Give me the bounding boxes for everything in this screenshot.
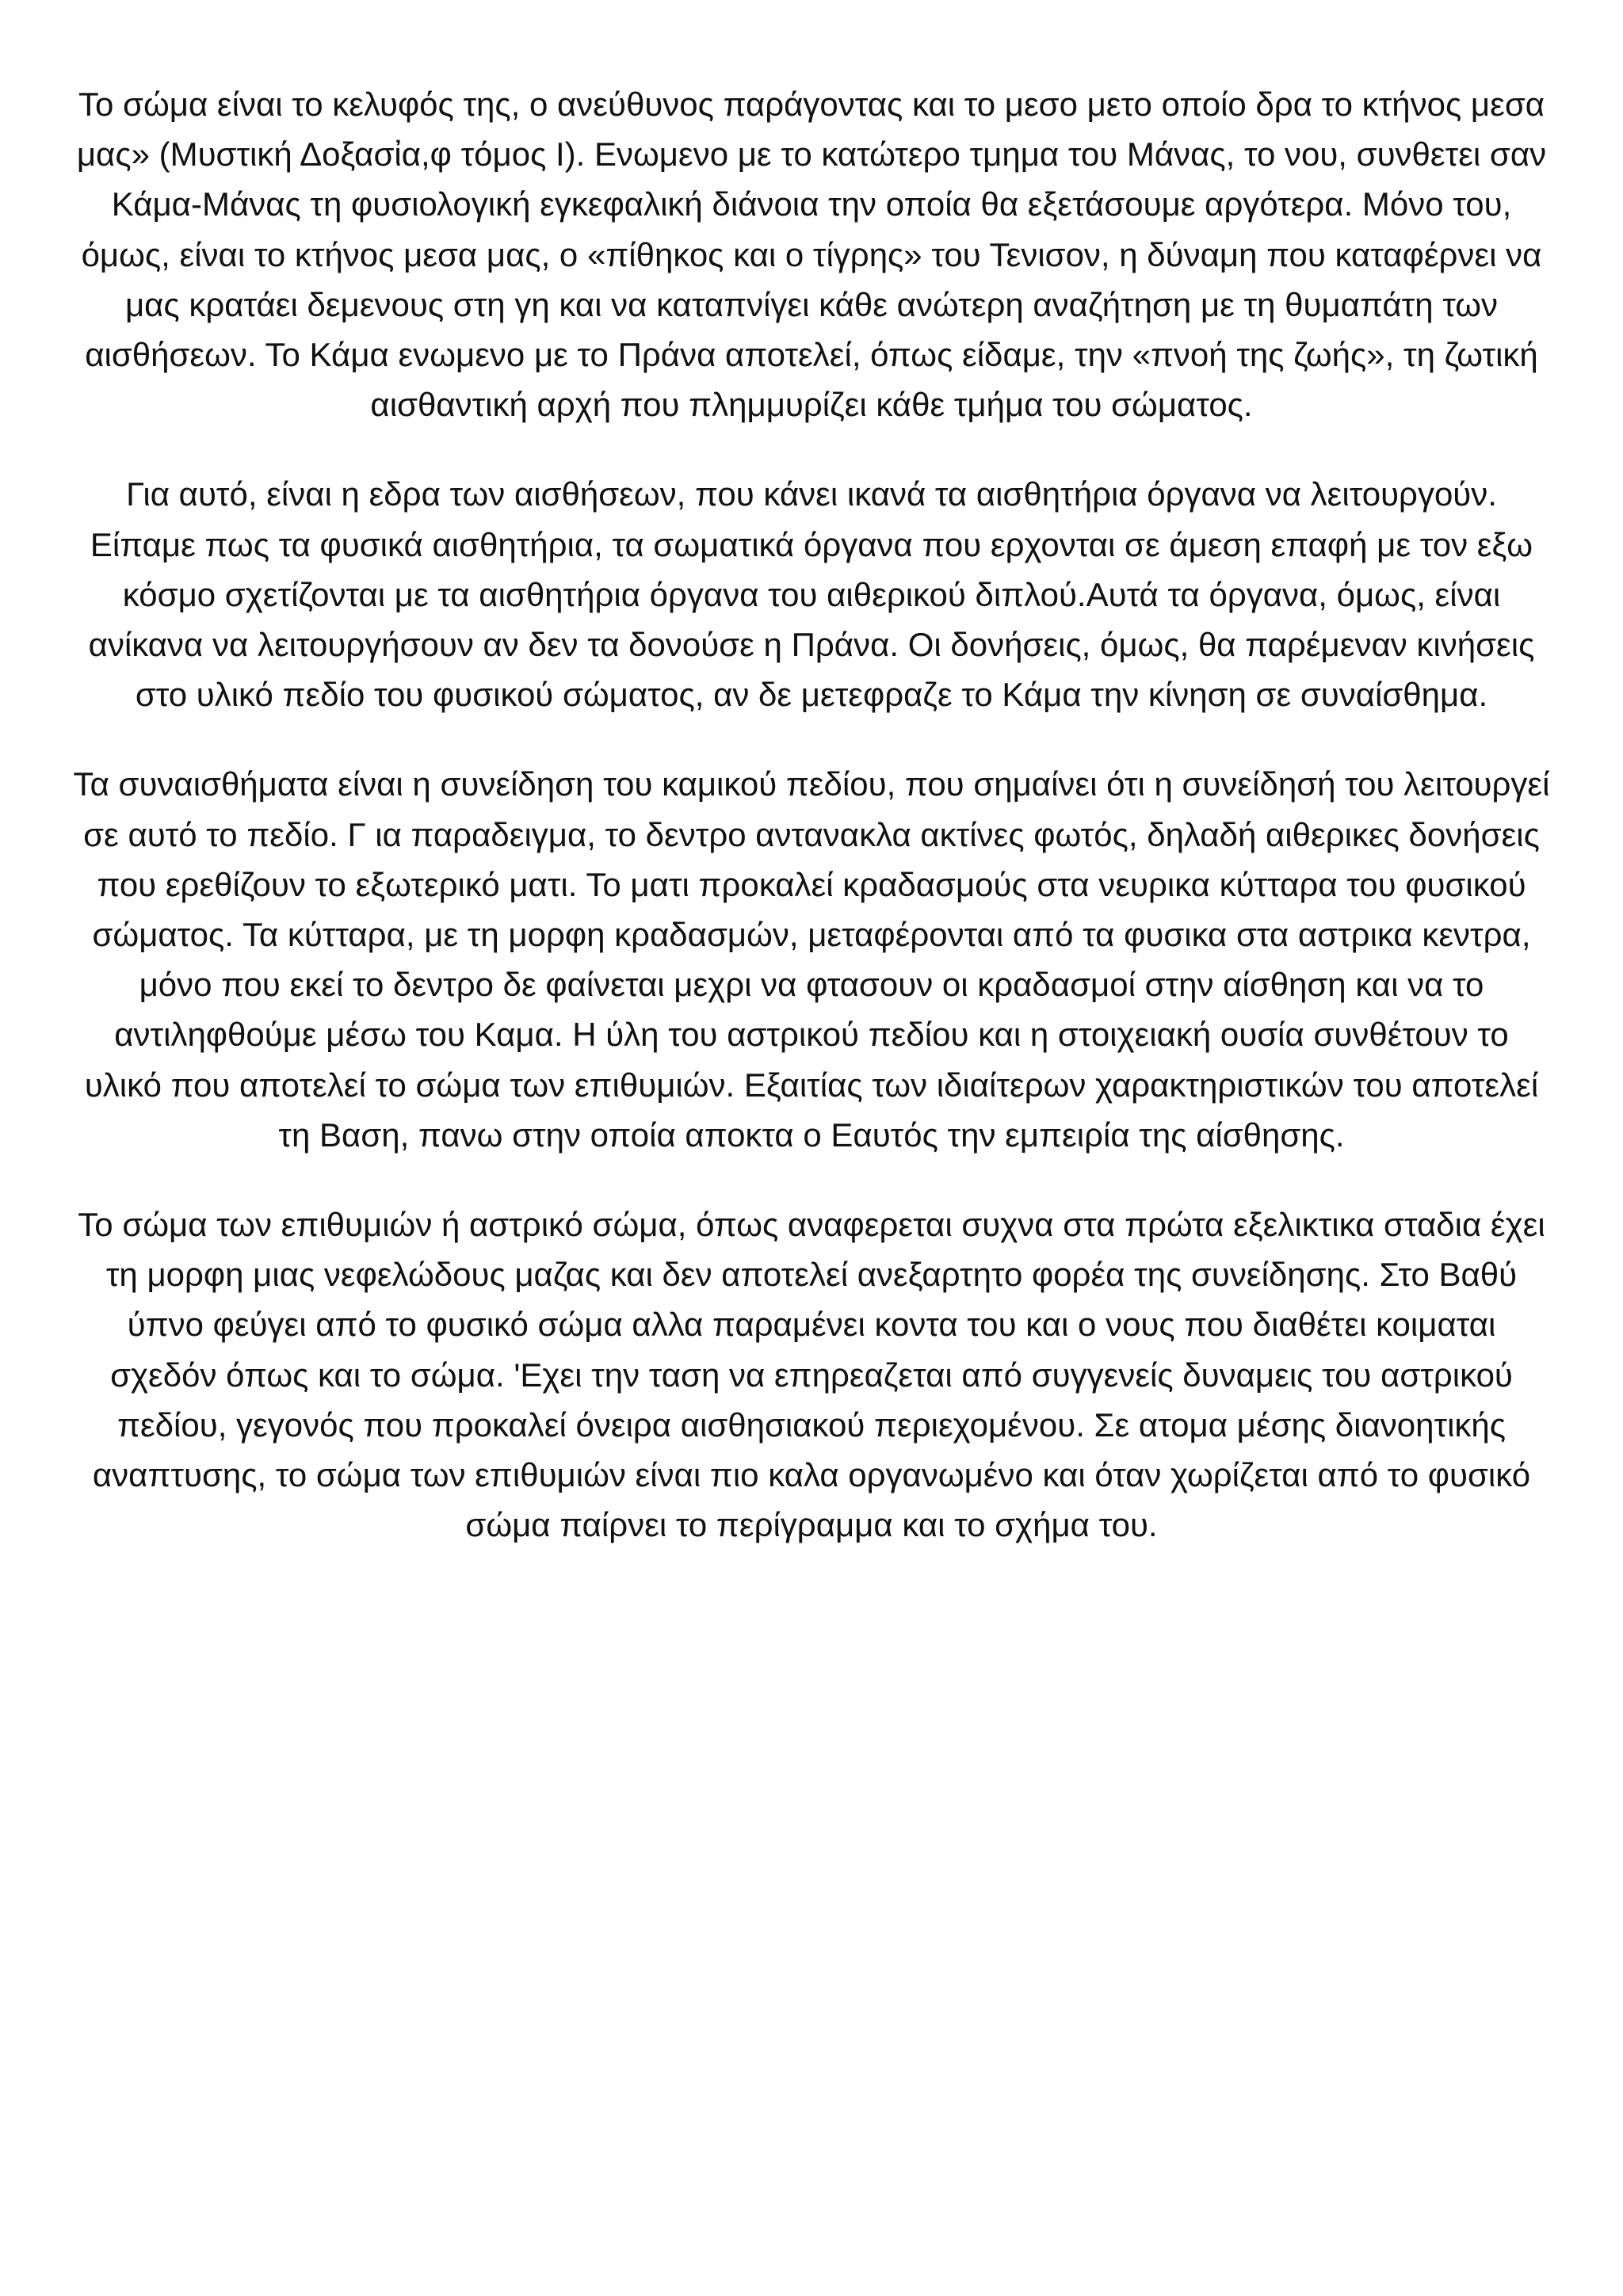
- document-body: [71, 79, 1552, 1589]
- paragraph-1: Το σώμα είναι το κελυφός της, ο ανεύθυνος παράγοντας και το μεσο μετο οποίο δρα το κτήνος μεσα μας» (Μυστική Δοξασἰα,φ τόμος Ι). Ενωμενο με το κατώτερο τμημα του Μάνας, το νου, συνθετει σαν Κάμα-Μάνας τη φυσιολογική εγκεφαλική διάνοια την οποία θα εξετάσουμε αργότερα. Μόνο του, όμως, είναι το κτήνος μεσα μας, ο «πίθηκος και ο τίγρης» του Τενισον, η δύναμη που καταφέρνει να μας κρατάει δεμενους στη γη και να καταπνίγει κάθε ανώτερη αναζήτηση με τη θυμαπάτη των αισθήσεων. Το Κάμα ενωμενο με το Πράνα αποτελεί, όπως είδαμε, την «πνοή της ζωής», τη ζωτική αισθαντική αρχή που πλημμυρίζει κάθε τμήμα του σώματος.: [76, 86, 1547, 424]
- paragraph-2: Για αυτό, είναι η εδρα των αισθήσεων, που κάνει ικανά τα αισθητήρια όργανα να λειτουργούν. Είπαμε πως τα φυσικά αισθητήρια, τα σωματικά όργανα που ερχονται σε άμεση επαφή με τον εξω κόσμο σχετίζονται με τα αισθητήρια όργανα του αιθερικού διπλού.Αυτά τα όργανα, όμως, είναι ανίκανα να λειτουργήσουν αν δεν τα δονούσε η Πράνα. Οι δονήσεις, όμως, θα παρέμεναν κινήσεις στο υλικό πεδίο του φυσικού σώματος, αν δε μετεφραζε το Κάμα την κίνηση σε συναίσθημα.: [88, 475, 1535, 714]
- paragraph-4: Το σώμα των επιθυμιών ή αστρικό σώμα, όπως αναφερεται συχνα στα πρώτα εξελικτικα σταδια έχει τη μορφη μιας νεφελώδους μαζας και δεν αποτελεί ανεξαρτητο φορέα της συνείδησης. Στο Βαθύ ύπνο φεύγει από το φυσικό σώμα αλλα παραμένει κοντα του και ο νους που διαθέτει κοιμαται σχεδόν όπως και το σώμα. 'Εχει την ταση να επηρεαζεται από συγγενείς δυναμεις του αστρικού πεδίου, γεγονός που προκαλεί όνειρα αισθησιακού περιεχομένου. Σε ατομα μέσης διανοητικής αναπτυσης, το σώμα των επιθυμιών είναι πιο καλα οργανωμένο και όταν χωρίζεται από το φυσικό σώμα παίρνει το περίγραμμα και το σχήμα του.: [78, 1206, 1545, 1544]
- paragraph-3: Τα συναισθήματα είναι η συνείδηση του καμικού πεδίου, που σημαίνει ότι η συνείδησή του λειτουργεί σε αυτό το πεδίο. Γ ια παραδειγμα, το δεντρο αντανακλα ακτίνες φωτός, δηλαδή αιθερικες δονήσεις που ερεθίζουν το εξωτερικό ματι. Το ματι προκαλεί κραδασμούς στα νευρικα κύτταρα του φυσικού σώματος. Τα κύτταρα, με τη μορφη κραδασμών, μεταφέρονται από τα φυσικα στα αστρικα κεντρα, μόνο που εκεί το δεντρο δε φαίνεται μεχρι να φτασουν οι κραδασμοί στην αίσθηση και να το αντιληφθούμε μέσω του Καμα. Η ύλη του αστρικού πεδίου και η στοιχειακή ουσία συνθέτουν το υλικό που αποτελεί το σώμα των επιθυμιών. Εξαιτίας των ιδιαίτερων χαρακτηριστικών του αποτελεί τη Βαση, πανω στην οποία αποκτα ο Εαυτός την εμπειρία της αίσθησης.: [73, 765, 1550, 1154]
